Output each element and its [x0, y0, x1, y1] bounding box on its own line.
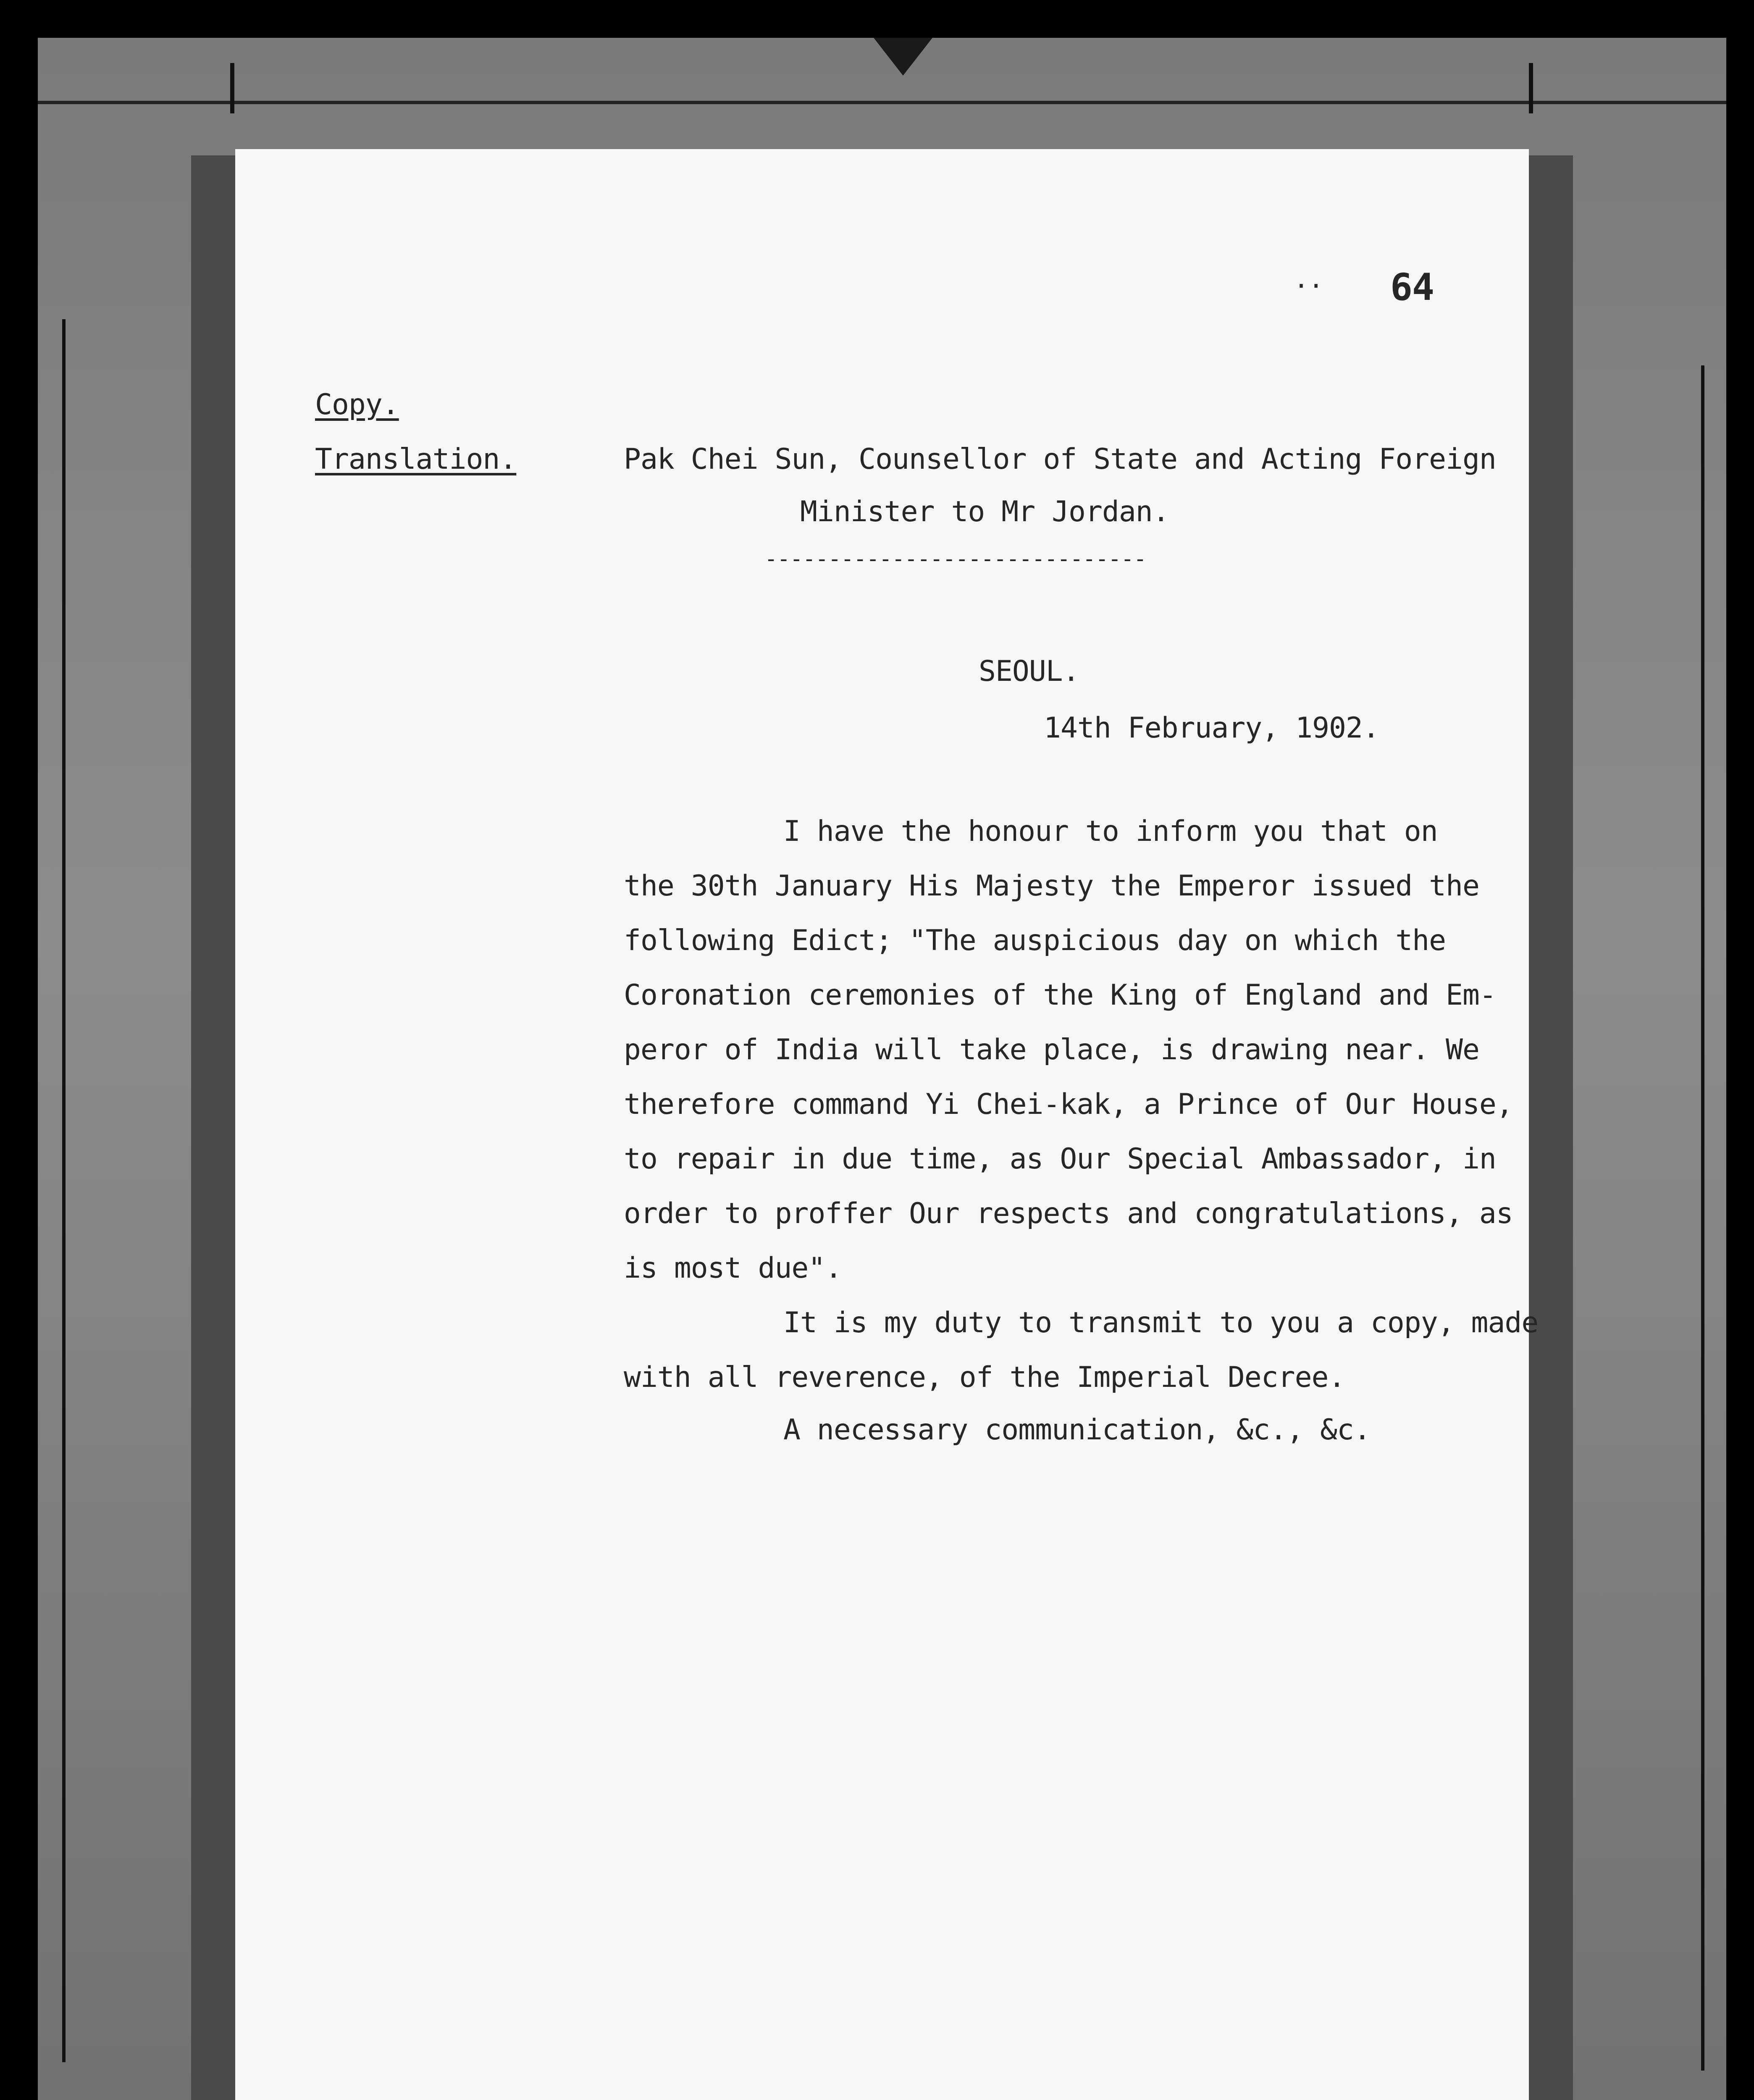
frame-rule-right: [1701, 365, 1704, 2071]
heading-line-2: Minister to Mr Jordan.: [800, 495, 1169, 528]
frame-divider: [38, 101, 1726, 104]
place: SEOUL.: [979, 655, 1079, 688]
body-line: It is my duty to transmit to you a copy, made: [783, 1306, 1539, 1339]
corner-marks: ..: [1294, 265, 1323, 294]
body-line: order to proffer Our respects and congratulations, as: [624, 1197, 1513, 1230]
heading-divider: ------------------------------: [764, 546, 1147, 572]
body-line: the 30th January His Majesty the Emperor issued the: [624, 869, 1479, 903]
body-line: is most due".: [624, 1252, 842, 1285]
heading-line-1: Pak Chei Sun, Counsellor of State and Acting Foreign: [624, 443, 1496, 476]
translation-label: Translation.: [315, 443, 517, 476]
copy-label: Copy.: [315, 388, 399, 421]
date: 14th February, 1902.: [1044, 711, 1379, 745]
body-line: following Edict; "The auspicious day on which the: [624, 924, 1446, 957]
frame-tick-left: [230, 63, 234, 113]
frame-rule-left: [62, 319, 66, 2062]
body-line: therefore command Yi Chei-kak, a Prince of Our House,: [624, 1088, 1513, 1121]
page-number: 64: [1390, 265, 1434, 309]
body-line: with all reverence, of the Imperial Decree.: [624, 1361, 1345, 1394]
frame-notch: [874, 38, 932, 76]
body-line: to repair in due time, as Our Special Ambassador, in: [624, 1142, 1496, 1176]
body-line: I have the honour to inform you that on: [783, 815, 1438, 848]
frame-tick-right: [1529, 63, 1533, 113]
body-line: Coronation ceremonies of the King of England and Em-: [624, 979, 1496, 1012]
body-line: peror of India will take place, is drawing near. We: [624, 1033, 1479, 1066]
document-page: [235, 149, 1539, 2100]
body-line: A necessary communication, &c., &c.: [783, 1413, 1371, 1446]
